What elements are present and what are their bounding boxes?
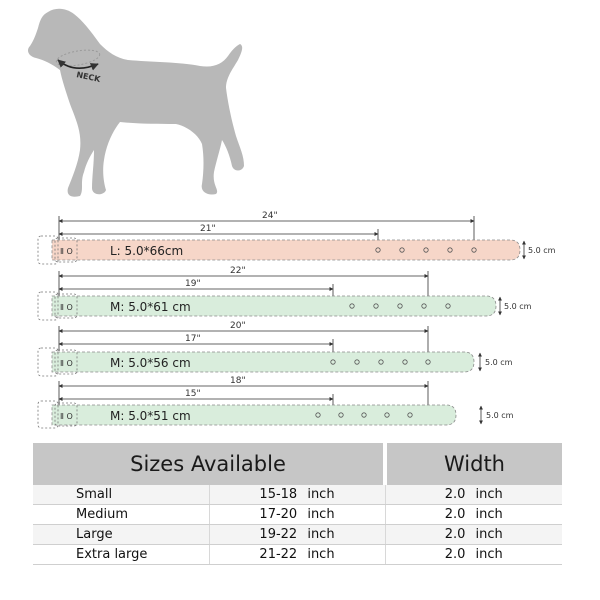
collar-label: M: 5.0*61 cm [110,300,191,314]
size-width: 2.0 inch [385,545,562,565]
size-range: 17-20 inch [209,505,385,525]
collar-large [38,211,556,264]
size-name: Extra large [33,545,209,565]
collar-label: L: 5.0*66cm [110,244,184,258]
header-sizes-available: Sizes Available [33,443,385,485]
collar-medium-2 [38,321,513,376]
neck-label: NECK [75,70,102,84]
collar-buckle-mark: Ⅱ O [60,247,73,256]
collar-medium-1 [38,266,532,320]
dim-label-inner: 21" [200,224,216,234]
dim-label-inner: 19" [185,279,201,289]
collar-label: M: 5.0*51 cm [110,409,191,423]
table-row [33,485,562,505]
size-range: 15-18 inch [209,485,385,505]
width-label: 5.0 cm [528,246,556,255]
dim-label-outer: 18" [230,376,246,386]
collar-buckle-mark: Ⅱ O [60,412,73,421]
dim-label-outer: 24" [262,211,278,221]
header-width: Width [385,443,562,485]
table-header-row [33,443,562,485]
dim-label-outer: 20" [230,321,246,331]
size-range: 19-22 inch [209,525,385,545]
collar-buckle-mark: Ⅱ O [60,359,73,368]
collar-buckle-mark: Ⅱ O [60,303,73,312]
table-row [33,505,562,525]
table-row [33,525,562,545]
dog-body-shape [28,9,244,197]
size-width: 2.0 inch [385,505,562,525]
dim-label-inner: 15" [185,389,201,399]
size-name: Large [33,525,209,545]
width-label: 5.0 cm [504,302,532,311]
size-width: 2.0 inch [385,485,562,505]
collar-label: M: 5.0*56 cm [110,356,191,370]
dim-label-inner: 17" [185,334,201,344]
size-range: 21-22 inch [209,545,385,565]
size-name: Medium [33,505,209,525]
width-label: 5.0 cm [486,411,514,420]
width-label: 5.0 cm [485,358,513,367]
dog-silhouette [28,9,244,197]
size-name: Small [33,485,209,505]
collar-medium-3 [38,376,514,428]
dim-label-outer: 22" [230,266,246,276]
size-width: 2.0 inch [385,525,562,545]
size-table [33,443,562,565]
table-row [33,545,562,565]
